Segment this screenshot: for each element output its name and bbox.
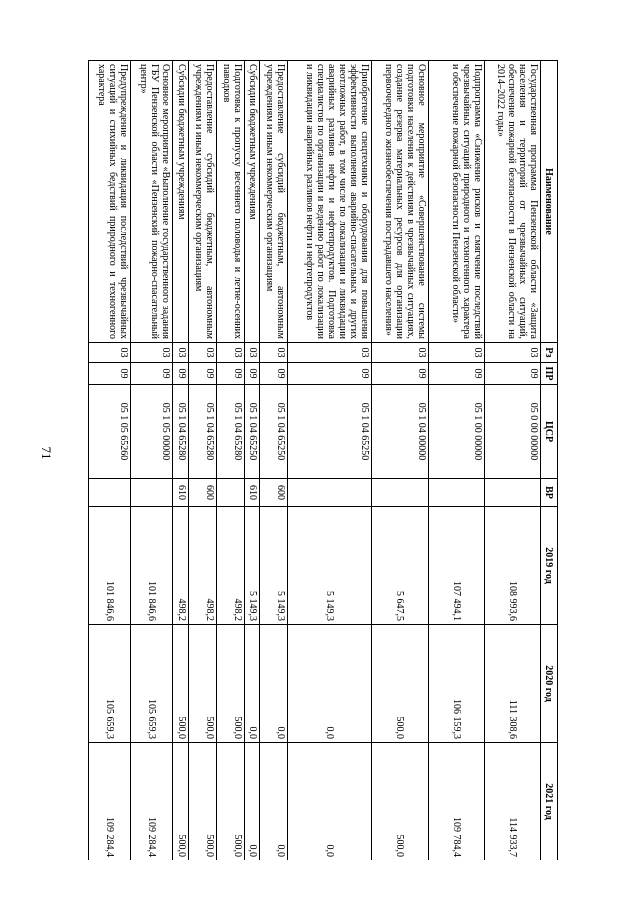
row-name: Предоставление субсидий бюджетным, автономным учреждениям и иным некоммерческим организациям [259,61,287,343]
row-2020: 105 659,3 [89,625,131,743]
table-row [428,61,484,861]
row-vr [131,479,173,507]
row-rz: 03 [428,343,484,363]
row-2020: 500,0 [216,625,244,743]
page-number: 71 [39,446,54,460]
row-2019: 5 149,3 [259,507,287,625]
row-2019: 101 846,6 [89,507,131,625]
header-csr: ЦСР [541,385,558,479]
row-2019: 498,2 [188,507,216,625]
header-name: Наименование [541,61,558,343]
row-2019: 5 647,5 [372,507,428,625]
row-2019: 498,2 [216,507,244,625]
row-2020: 105 659,3 [131,625,173,743]
table-row [216,61,244,861]
table-row [173,61,188,861]
row-pr: 09 [244,363,259,385]
row-2021: 500,0 [173,743,188,861]
table-row [484,61,540,861]
table-row [89,61,131,861]
row-2021: 114 933,7 [484,743,540,861]
row-vr [428,479,484,507]
row-rz: 03 [89,343,131,363]
row-rz: 03 [244,343,259,363]
table-row [259,61,287,861]
row-pr: 09 [173,363,188,385]
header-2021: 2021 год [541,743,558,861]
row-vr [372,479,428,507]
row-2019: 498,2 [173,507,188,625]
header-2020: 2020 год [541,625,558,743]
row-rz: 03 [216,343,244,363]
header-vr: ВР [541,479,558,507]
row-vr [484,479,540,507]
row-csr: 05 0 00 00000 [484,385,540,479]
row-2021: 109 784,4 [428,743,484,861]
row-pr: 09 [428,363,484,385]
row-2020: 0,0 [244,625,259,743]
row-vr: 610 [244,479,259,507]
row-rz: 03 [372,343,428,363]
table-container [88,60,558,860]
row-pr: 09 [216,363,244,385]
row-vr: 610 [173,479,188,507]
row-2021: 500,0 [188,743,216,861]
row-2019: 107 494,1 [428,507,484,625]
row-2021: 0,0 [259,743,287,861]
row-pr: 09 [372,363,428,385]
row-name: Предупреждение и ликвидация последствий чрезвычайных ситуаций и стихийных бедствий природного и техногенного характера [89,61,131,343]
row-vr: 600 [188,479,216,507]
row-csr: 05 1 04 65280 [188,385,216,479]
row-vr [287,479,371,507]
header-pr: ПР [541,363,558,385]
row-rz: 03 [131,343,173,363]
row-csr: 05 1 05 65260 [89,385,131,479]
row-csr: 05 1 04 65250 [287,385,371,479]
header-2019: 2019 год [541,507,558,625]
row-2020: 500,0 [372,625,428,743]
row-rz: 03 [287,343,371,363]
budget-table [88,60,558,860]
row-2019: 5 149,3 [244,507,259,625]
row-pr: 09 [89,363,131,385]
row-name: Предоставление субсидий бюджетным, автономным учреждениям и иным некоммерческим организациям [188,61,216,343]
row-name: Приобретение спецтехники и оборудования для повышения эффективности выполнения аварийно-спасательных и других неотложных работ, в том числе по локализации и ликвидации аварийных разливов нефти и нефтепродуктов. Подготовка специалистов по организации и ведению работ по локализации и ликвидации аварийных разливов нефти и нефтепродуктов [287,61,371,343]
row-vr: 600 [259,479,287,507]
row-rz: 03 [188,343,216,363]
row-name: Субсидии бюджетным учреждениям [173,61,188,343]
table-row [244,61,259,861]
table-row [372,61,428,861]
row-csr: 05 1 04 65280 [216,385,244,479]
row-2020: 111 308,6 [484,625,540,743]
row-2021: 500,0 [216,743,244,861]
row-name: Подготовка к пропуску весеннего половодья и летне-осенних паводков [216,61,244,343]
row-pr: 09 [484,363,540,385]
row-2019: 101 846,6 [131,507,173,625]
row-2020: 500,0 [173,625,188,743]
row-2020: 500,0 [188,625,216,743]
row-rz: 03 [173,343,188,363]
table-row [188,61,216,861]
row-2019: 5 149,3 [287,507,371,625]
table-row [131,61,173,861]
row-csr: 05 1 00 00000 [428,385,484,479]
row-name: Подпрограмма «Снижение рисков и смягчение последствий чрезвычайных ситуаций природного и техногенного характера и обеспечение пожарной безопасности Пензенской области» [428,61,484,343]
row-csr: 05 1 04 65250 [244,385,259,479]
row-rz: 03 [484,343,540,363]
row-2021: 109 284,4 [89,743,131,861]
row-vr [89,479,131,507]
header-rz: Рз [541,343,558,363]
row-rz: 03 [259,343,287,363]
row-2020: 0,0 [259,625,287,743]
row-2020: 106 159,3 [428,625,484,743]
row-csr: 05 1 05 00000 [131,385,173,479]
row-pr: 09 [131,363,173,385]
row-2021: 500,0 [372,743,428,861]
row-csr: 05 1 04 00000 [372,385,428,479]
row-pr: 09 [188,363,216,385]
table-row [287,61,371,861]
row-pr: 09 [287,363,371,385]
row-pr: 09 [259,363,287,385]
row-2019: 108 993,6 [484,507,540,625]
row-vr [216,479,244,507]
row-name: Основное мероприятие «Выполнение государственного задания ГБУ Пензенской области «Пензенский пожарно-спасательный центр» [131,61,173,343]
row-2021: 0,0 [244,743,259,861]
row-2021: 109 284,4 [131,743,173,861]
row-csr: 05 1 04 65280 [173,385,188,479]
rotated-table [88,60,558,860]
row-csr: 05 1 04 65250 [259,385,287,479]
row-2020: 0,0 [287,625,371,743]
table-header-row [541,61,558,861]
row-2021: 0,0 [287,743,371,861]
row-name: Основное мероприятие «Совершенствование системы подготовки населения к действиям в чрезвычайных ситуациях, создание резерва материальных ресурсов для организации первоочередного жизнеобеспечения пострадавшего населения» [372,61,428,343]
row-name: Государственная программа Пензенской области «Защита населения и территорий от чрезвычайных ситуаций, обеспечение пожарной безопасности в Пензенской области на 2014–2022 годы» [484,61,540,343]
row-name: Субсидии бюджетным учреждениям [244,61,259,343]
